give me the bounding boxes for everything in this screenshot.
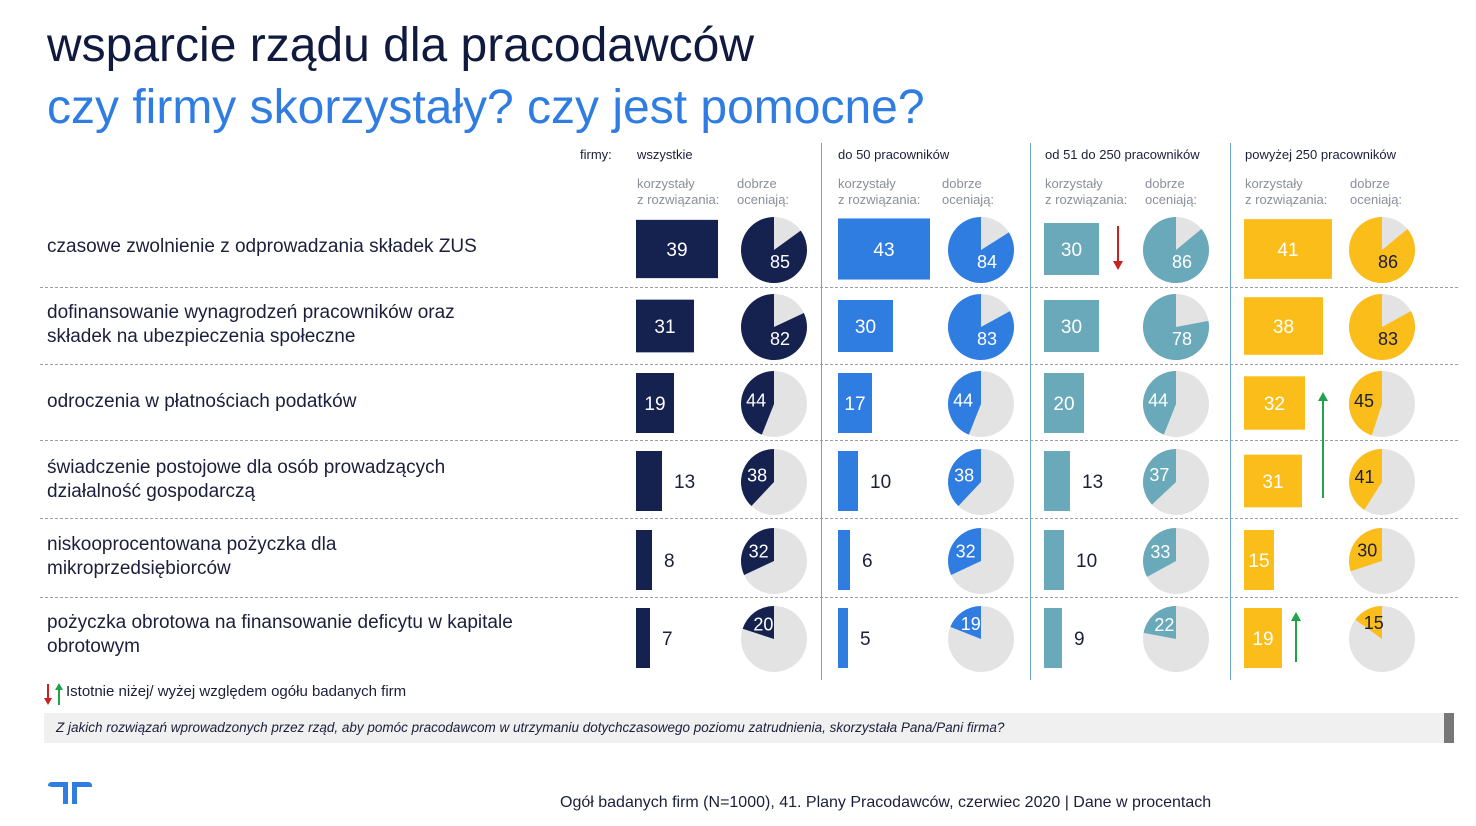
bar-value-label: 19 — [644, 394, 666, 415]
pie-value-label: 32 — [955, 541, 976, 562]
pie-value-label: 44 — [953, 390, 974, 411]
bar-value-label: 41 — [1277, 240, 1299, 261]
pie-value-label: 45 — [1354, 391, 1375, 412]
subheader-used: korzystały z rozwiązania: — [1045, 176, 1128, 207]
pie-value-label: 85 — [769, 252, 791, 272]
bar-value-label: 32 — [1263, 394, 1286, 415]
bar-used — [838, 451, 858, 511]
bar-value-label: 7 — [662, 629, 673, 650]
significance-arrows-icon — [42, 681, 66, 707]
row-label: świadczenie postojowe dla osób prowadzących działalność gospodarczą — [47, 457, 446, 502]
group-header-large: powyżej 250 pracowników — [1245, 147, 1397, 162]
bar-value-label: 13 — [674, 472, 696, 493]
bar-value-label: 30 — [1060, 317, 1083, 338]
bar-used — [838, 530, 850, 590]
bar-value-label: 43 — [873, 240, 895, 261]
header-prefix: firmy: — [580, 147, 612, 162]
subheader-rated: dobrze oceniają: — [942, 176, 995, 207]
bar-used — [1044, 530, 1064, 590]
group-header-small: do 50 pracowników — [838, 147, 950, 162]
bar-value-label: 5 — [860, 629, 871, 650]
row-label: dofinansowanie wynagrodzeń pracowników oraz składek na ubezpieczenia społeczne — [47, 302, 455, 347]
pie-value-label: 15 — [1363, 612, 1384, 633]
legend-text: Istotnie niżej/ wyżej względem ogółu badanych firm — [66, 683, 407, 700]
row-label: pożyczka obrotowa na finansowanie deficytu w kapitale obrotowym — [47, 612, 513, 657]
bar-value-label: 17 — [844, 394, 866, 415]
arrow-lower-icon-head — [1113, 261, 1123, 270]
pie-value-label: 32 — [748, 541, 769, 562]
subheader-rated: dobrze oceniają: — [1350, 176, 1403, 207]
pie-value-label: 19 — [960, 613, 981, 634]
pie-value-label: 44 — [1148, 390, 1169, 411]
page-subtitle: czy firmy skorzystały? czy jest pomocne? — [47, 81, 925, 134]
question-text: Z jakich rozwiązań wprowadzonych przez rząd, aby pomóc pracodawcom w utrzymaniu dotychczasowego poziomu zatrudnienia, skorzystała Pana/Pani firma? — [56, 720, 1005, 735]
bar-value-label: 39 — [666, 240, 688, 261]
pie-value-label: 84 — [976, 252, 998, 272]
bar-used — [636, 608, 650, 668]
pie-value-label: 22 — [1154, 615, 1175, 636]
group-header-all: wszystkie — [637, 147, 693, 162]
bar-value-label: 10 — [870, 472, 892, 493]
pie-value-label: 38 — [954, 465, 975, 486]
bar-value-label: 10 — [1076, 551, 1098, 572]
bar-value-label: 8 — [664, 551, 675, 572]
bar-used — [636, 530, 652, 590]
bar-value-label: 6 — [862, 551, 873, 572]
pie-value-label: 83 — [976, 329, 998, 349]
pie-value-label: 38 — [747, 465, 768, 486]
bar-used — [636, 451, 662, 511]
row-label: niskooprocentowana pożyczka dla mikroprzedsiębiorców — [47, 534, 337, 579]
pie-value-label: 44 — [746, 390, 767, 411]
bar-used — [1044, 608, 1062, 668]
bar-value-label: 30 — [854, 317, 877, 338]
pie-value-label: 78 — [1171, 329, 1193, 349]
subheader-used: korzystały z rozwiązania: — [838, 176, 921, 207]
group-header-medium: od 51 do 250 pracowników — [1045, 147, 1200, 162]
pie-value-label: 30 — [1357, 540, 1378, 561]
subheader-rated: dobrze oceniają: — [1145, 176, 1198, 207]
bar-value-label: 38 — [1272, 317, 1295, 338]
bar-value-label: 9 — [1074, 629, 1085, 650]
bar-value-label: 31 — [654, 317, 676, 338]
row-label: czasowe zwolnienie z odprowadzania składek ZUS — [47, 236, 477, 257]
pie-value-label: 83 — [1377, 329, 1399, 349]
bar-value-label: 20 — [1053, 394, 1075, 415]
subheader-used: korzystały z rozwiązania: — [1245, 176, 1328, 207]
question-accent-bar — [1444, 713, 1454, 743]
pie-value-label: 20 — [753, 614, 774, 635]
arrow-higher-icon-head — [1318, 392, 1328, 401]
bar-value-label: 13 — [1082, 472, 1104, 493]
bar-value-label: 31 — [1262, 472, 1284, 493]
bar-value-label: 15 — [1248, 551, 1270, 572]
question-box — [44, 713, 1454, 743]
page-title: wsparcie rządu dla pracodawców — [47, 19, 755, 72]
subheader-rated: dobrze oceniają: — [737, 176, 790, 207]
arrow-higher-icon-head — [1291, 612, 1301, 621]
randstad-logo-icon — [46, 780, 94, 806]
bar-value-label: 30 — [1060, 240, 1083, 261]
pie-value-label: 86 — [1171, 252, 1193, 272]
pie-value-label: 33 — [1150, 541, 1171, 562]
bar-used — [1044, 451, 1070, 511]
subheader-used: korzystały z rozwiązania: — [637, 176, 720, 207]
source-note: Ogół badanych firm (N=1000), 41. Plany Pracodawców, czerwiec 2020 | Dane w procentach — [560, 794, 1212, 811]
bar-used — [838, 608, 848, 668]
pie-value-label: 86 — [1377, 252, 1399, 272]
pie-value-label: 37 — [1149, 464, 1170, 485]
pie-value-label: 82 — [769, 329, 791, 349]
bar-value-label: 19 — [1252, 629, 1274, 650]
pie-value-label: 41 — [1354, 466, 1375, 487]
row-label: odroczenia w płatnościach podatków — [47, 391, 357, 412]
